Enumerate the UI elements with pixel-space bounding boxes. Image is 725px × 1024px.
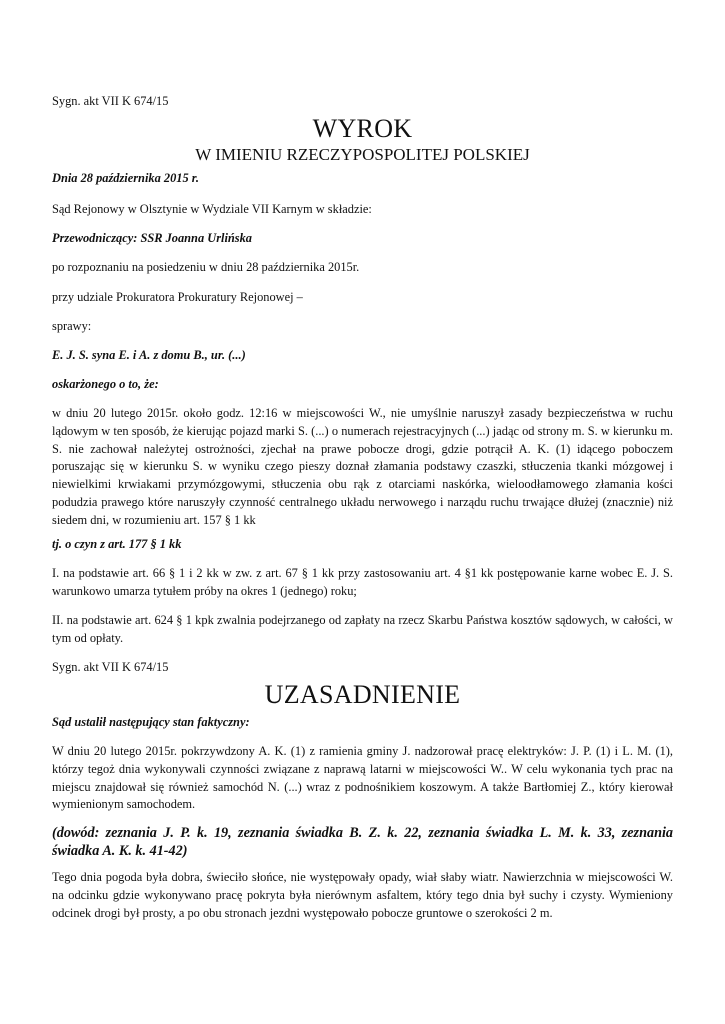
hearing-date: po rozpoznaniu na posiedzeniu w dniu 28 października 2015r. bbox=[52, 260, 360, 274]
defendant-name: E. J. S. syna E. i A. z domu B., ur. (...) bbox=[52, 348, 246, 362]
verdict-date: Dnia 28 października 2015 r. bbox=[52, 171, 199, 185]
charge-paragraph: w dniu 20 lutego 2015r. około godz. 12:16 w miejscowości W., nie umyślnie naruszył zasady bezpieczeństwa w ruchu lądowym w ten sposób, że kierując pojazd marki S. (...) o numerach rejestracyjnych (...) jadąc od strony m. S. w kierunku m. S. nie zachował należytej ostrożności, zjechał na prawe pobocze drogi, gdzie potrącił A. K. (1) idącego poboczem poruszając się w kierunku S. w wyniku czego pieszy doznał złamania podstawy czaszki, stłuczenia tkanki mózgowej i niewielkimi krwiakami przymózgowymi, stłuczenia obu rąk z otarciami naskórka, wieloodłamowego złamania kości podudzia prawego które naruszyły czynność centralnego układu nerwowego i narządu ruchu trwające dłużej (znacznie) niż siedem dni, w rozumieniu art. 157 § 1 kk bbox=[52, 406, 673, 527]
justification-title: UZASADNIENIE bbox=[264, 680, 461, 709]
facts-paragraph-2: Tego dnia pogoda była dobra, świeciło słońce, nie występowały opady, wiał słaby wiatr. Nawierzchnia w miejscowości W. na odcinku gdzie wykonywano pracę pokryta była nierównym asfaltem, który tego dnia był suchy i czysty. Wymieniony odcinek drogi był prosty, a po obu stronach jezdni występowało pobocze gruntowe o szerokości 2 m. bbox=[52, 870, 673, 920]
verdict-subtitle: W IMIENIU RZECZYPOSPOLITEJ POLSKIEJ bbox=[195, 145, 530, 164]
ruling-1: I. na podstawie art. 66 § 1 i 2 kk w zw. z art. 67 § 1 kk przy zastosowaniu art. 4 §1 kk postępowanie karne wobec E. J. S. warunkowo umarza tytułem próby na okres 1 (jednego) roku; bbox=[52, 566, 673, 598]
presiding-judge: Przewodniczący: SSR Joanna Urlińska bbox=[52, 231, 253, 245]
court-composition: Sąd Rejonowy w Olsztynie w Wydziale VII Karnym w składzie: bbox=[52, 202, 372, 216]
prosecutor-line: przy udziale Prokuratora Prokuratury Rejonowej – bbox=[52, 290, 303, 304]
case-signature: Sygn. akt VII K 674/15 bbox=[52, 94, 169, 108]
accused-heading: oskarżonego o to, że: bbox=[52, 377, 159, 391]
verdict-title: WYROK bbox=[312, 114, 413, 143]
ruling-2: II. na podstawie art. 624 § 1 kpk zwalnia podejrzanego od zapłaty na rzecz Skarbu Państwa kosztów sądowych, w całości, w tym od opłaty. bbox=[52, 613, 673, 645]
justification-signature: Sygn. akt VII K 674/15 bbox=[52, 660, 169, 674]
cases-label: sprawy: bbox=[52, 319, 92, 333]
facts-heading: Sąd ustalił następujący stan faktyczny: bbox=[52, 715, 250, 729]
offence-line: tj. o czyn z art. 177 § 1 kk bbox=[52, 537, 182, 551]
facts-paragraph-1: W dniu 20 lutego 2015r. pokrzywdzony A. K. (1) z ramienia gminy J. nadzorował pracę elektryków: J. P. (1) i L. M. (1), którzy tegoż dnia wykonywali czynności związane z naprawą latarni w miejscowości W.. W celu wykonania tych prac na miejscu znajdował się również samochód N. (...) wraz z podnośnikiem koszowym. A także Bartłomiej Z., który kierował wymienionym samochodem. bbox=[52, 744, 673, 812]
evidence-line: (dowód: zeznania J. P. k. 19, zeznania świadka B. Z. k. 22, zeznania świadka L. M. k. 33, zeznania świadka A. K. k. 41-42) bbox=[52, 825, 673, 859]
